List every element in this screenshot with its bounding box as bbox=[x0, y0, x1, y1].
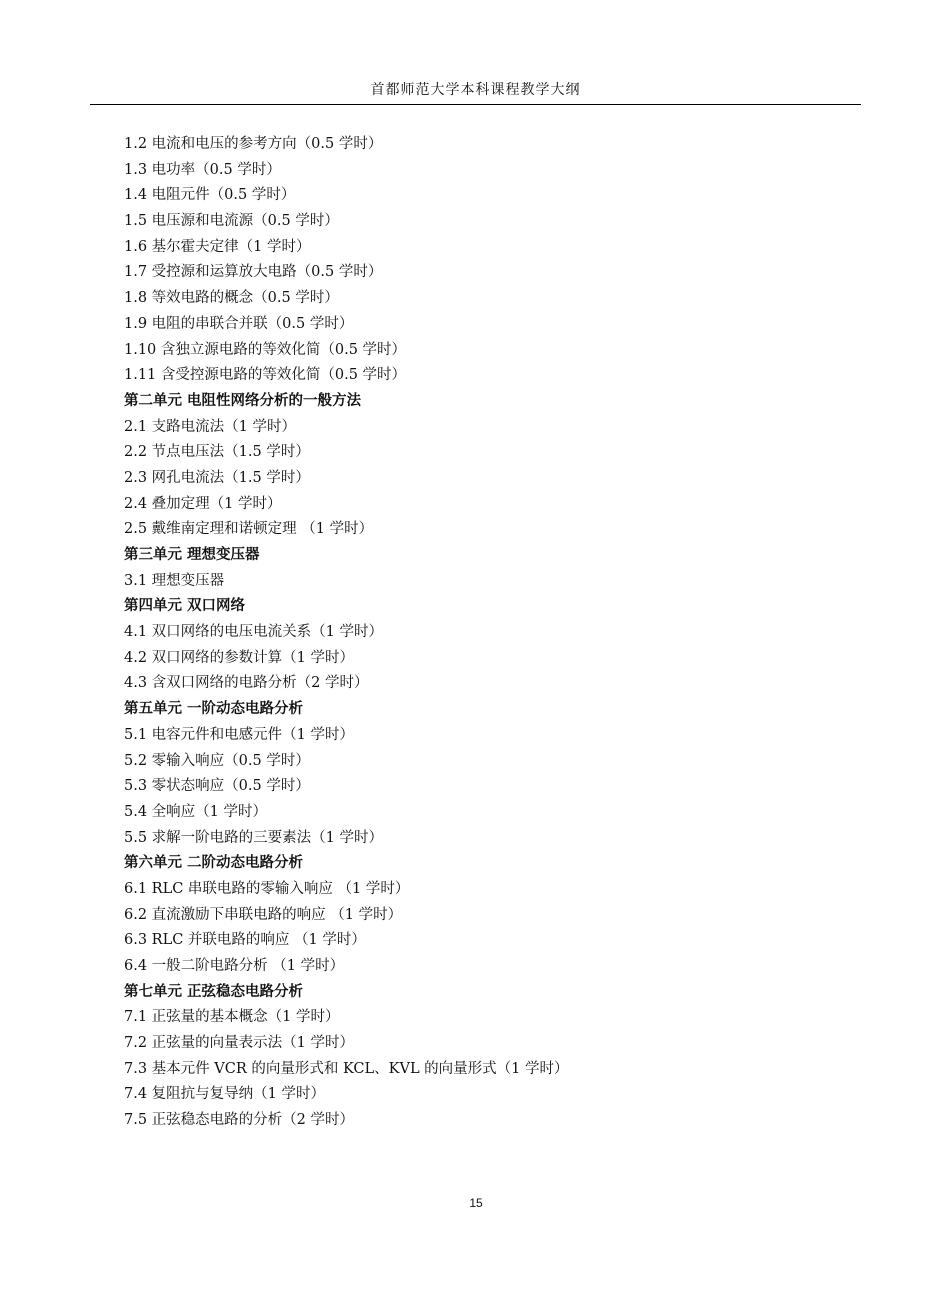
syllabus-item: 1.8 等效电路的概念（0.5 学时） bbox=[124, 290, 339, 307]
syllabus-item: 3.1 理想变压器 bbox=[124, 572, 225, 589]
page-number: 15 bbox=[469, 1196, 483, 1210]
unit-heading: 第七单元 正弦稳态电路分析 bbox=[124, 983, 304, 1000]
syllabus-item: 1.10 含独立源电路的等效化简（0.5 学时） bbox=[124, 341, 407, 358]
unit-heading: 第二单元 电阻性网络分析的一般方法 bbox=[124, 392, 362, 409]
syllabus-content bbox=[124, 132, 864, 1134]
running-header: 首都师范大学本科课程教学大纲 bbox=[370, 82, 581, 98]
syllabus-item: 2.2 节点电压法（1.5 学时） bbox=[124, 444, 310, 461]
syllabus-item: 1.5 电压源和电流源（0.5 学时） bbox=[124, 213, 339, 230]
syllabus-item: 1.4 电阻元件（0.5 学时） bbox=[124, 187, 296, 204]
syllabus-item: 1.2 电流和电压的参考方向（0.5 学时） bbox=[124, 136, 383, 152]
syllabus-item: 1.3 电功率（0.5 学时） bbox=[124, 161, 281, 178]
syllabus-item: 5.3 零状态响应（0.5 学时） bbox=[124, 778, 310, 795]
unit-heading: 第三单元 理想变压器 bbox=[124, 547, 260, 563]
unit-heading: 第四单元 双口网络 bbox=[124, 598, 246, 615]
syllabus-item: 2.4 叠加定理（1 学时） bbox=[124, 495, 282, 512]
syllabus-item: 2.3 网孔电流法（1.5 学时） bbox=[124, 469, 310, 486]
syllabus-item: 5.4 全响应（1 学时） bbox=[124, 803, 268, 820]
syllabus-item: 7.1 正弦量的基本概念（1 学时） bbox=[124, 1009, 340, 1026]
syllabus-item: 5.5 求解一阶电路的三要素法（1 学时） bbox=[124, 829, 384, 846]
syllabus-item: 5.1 电容元件和电感元件（1 学时） bbox=[124, 726, 355, 743]
syllabus-item: 6.2 直流激励下串联电路的响应 （1 学时） bbox=[124, 906, 403, 923]
syllabus-item: 5.2 零输入响应（0.5 学时） bbox=[124, 752, 310, 769]
syllabus-item: 6.1 RLC 串联电路的零输入响应 （1 学时） bbox=[124, 880, 410, 897]
syllabus-item: 7.2 正弦量的向量表示法（1 学时） bbox=[124, 1035, 355, 1052]
syllabus-item: 7.3 基本元件 VCR 的向量形式和 KCL、KVL 的向量形式（1 学时） bbox=[124, 1060, 569, 1077]
unit-heading: 第五单元 一阶动态电路分析 bbox=[124, 701, 304, 718]
syllabus-item: 1.11 含受控源电路的等效化简（0.5 学时） bbox=[124, 367, 407, 384]
syllabus-item: 1.7 受控源和运算放大电路（0.5 学时） bbox=[124, 264, 383, 281]
syllabus-item: 1.9 电阻的串联合并联（0.5 学时） bbox=[124, 315, 354, 332]
syllabus-item: 4.1 双口网络的电压电流关系（1 学时） bbox=[124, 624, 384, 641]
syllabus-item: 2.5 戴维南定理和诺顿定理 （1 学时） bbox=[124, 521, 374, 538]
syllabus-item: 4.2 双口网络的参数计算（1 学时） bbox=[124, 649, 355, 666]
syllabus-item: 4.3 含双口网络的电路分析（2 学时） bbox=[124, 675, 369, 692]
syllabus-item: 7.5 正弦稳态电路的分析（2 学时） bbox=[124, 1112, 355, 1129]
unit-heading: 第六单元 二阶动态电路分析 bbox=[124, 855, 304, 872]
syllabus-item: 7.4 复阻抗与复导纳（1 学时） bbox=[124, 1086, 326, 1103]
header-rule bbox=[90, 104, 861, 105]
syllabus-item: 6.3 RLC 并联电路的响应 （1 学时） bbox=[124, 932, 366, 949]
syllabus-item: 2.1 支路电流法（1 学时） bbox=[124, 418, 297, 435]
syllabus-item: 1.6 基尔霍夫定律（1 学时） bbox=[124, 238, 311, 255]
syllabus-item: 6.4 一般二阶电路分析 （1 学时） bbox=[124, 958, 345, 974]
